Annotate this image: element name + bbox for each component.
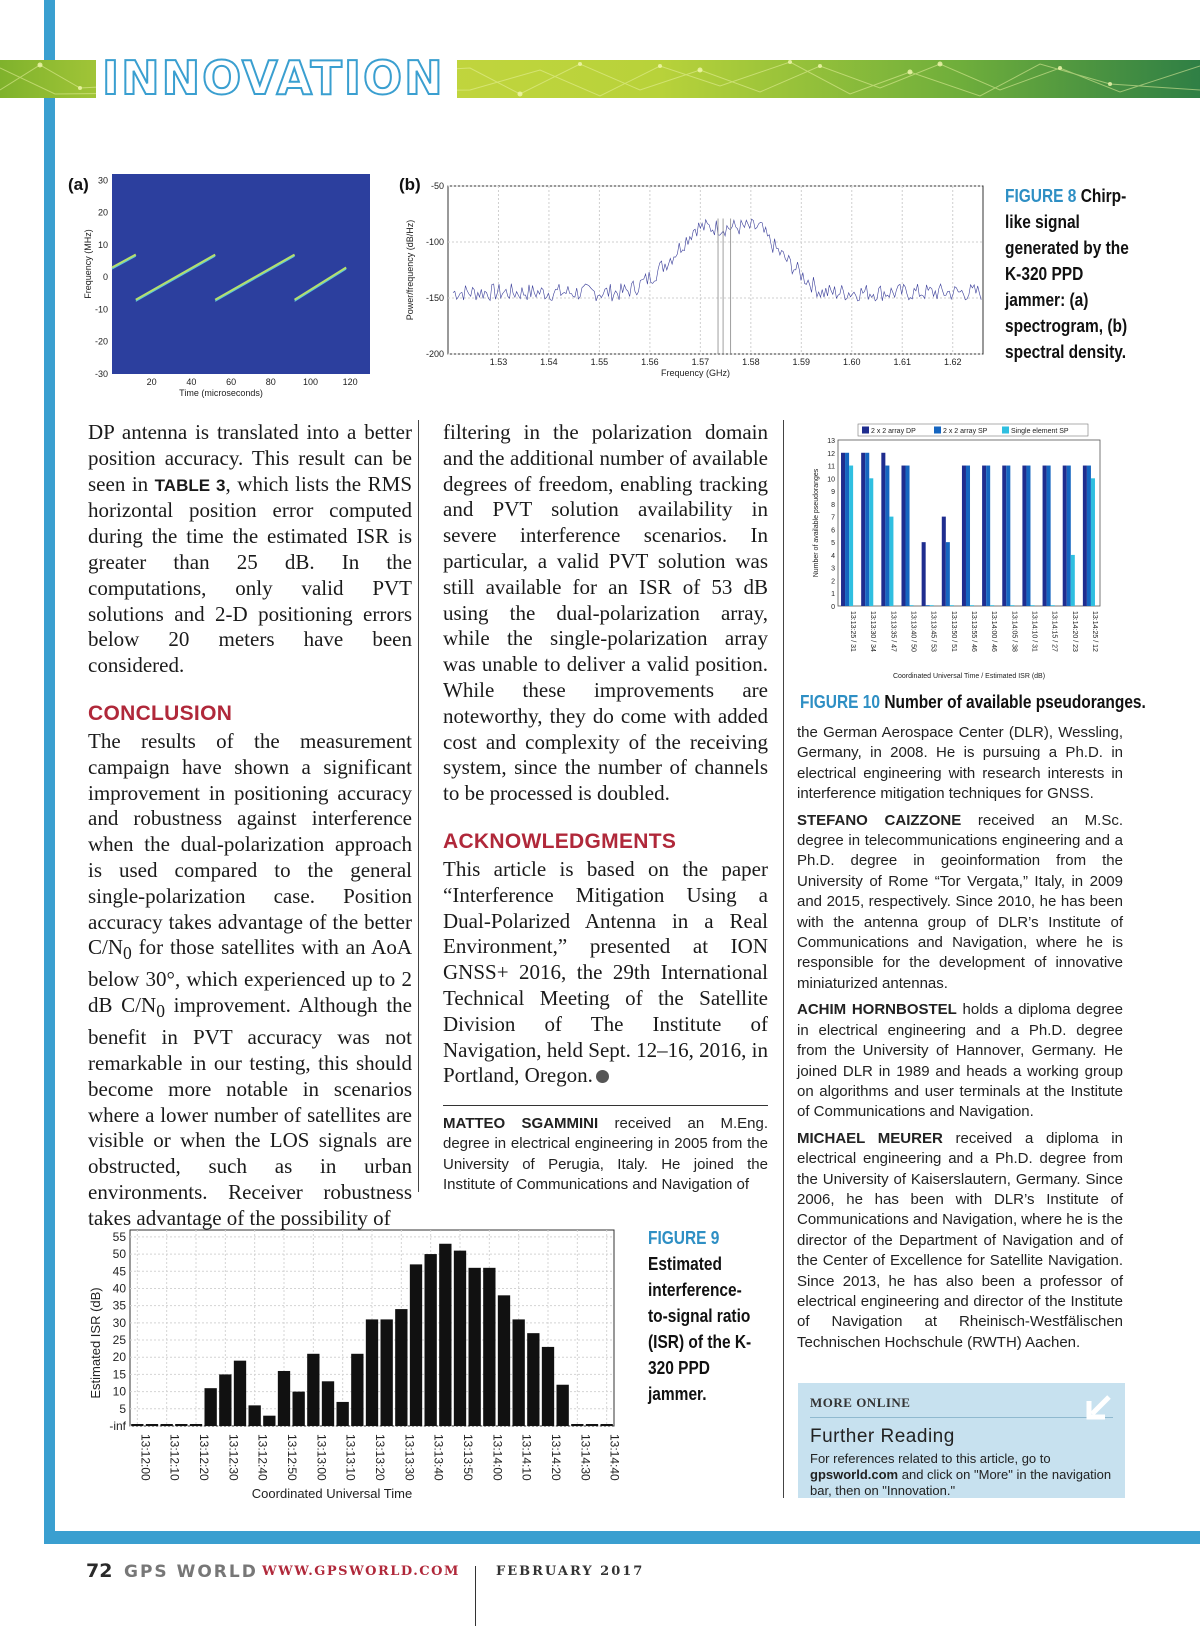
x-tick-label: 13:13:00 — [314, 1434, 329, 1481]
pseudorange-bar — [881, 453, 885, 606]
isr-bar — [454, 1251, 466, 1426]
x-tick-label: 13:14:15 / 27 — [1050, 611, 1058, 652]
paragraph-position-accuracy — [88, 420, 412, 679]
x-tick-label: 13:12:10 — [167, 1434, 182, 1481]
pseudorange-bar — [906, 466, 910, 606]
bio-text: holds a diploma degree in electrical engineering and a Ph.D. degree from the University of Hannover, Germany. He joined DLR in 1989 and heads a working group on algorithms and user terminals at the Institute of Communications and Navigation. — [797, 1001, 1124, 1121]
pseudorange-bar — [950, 605, 954, 606]
acknowledgments-heading: ACKNOWLEDGMENTS — [443, 829, 677, 853]
x-tick-label: 13:13:20 — [373, 1434, 387, 1481]
article-column-1 — [88, 420, 412, 1231]
fig9-caption — [648, 1225, 760, 1407]
isr-bar — [557, 1385, 569, 1426]
y-tick-label: 11 — [827, 463, 835, 471]
y-tick-label: 20 — [112, 1350, 126, 1365]
x-tick-label: 20 — [146, 377, 157, 387]
isr-bar — [307, 1354, 319, 1426]
x-tick-label: 1.60 — [843, 357, 861, 367]
isr-bar — [439, 1244, 451, 1426]
bio-text: received an M.Sc. degree in telecommunications engineering and a Ph.D. degree in geoinformation from the University of Rome “Tor Vergata,” Italy, in 2009 and 2015, respectively. Since 2010, he has been with the antenna group of DLR’s Institute of Communications and Navigation, where he is responsible for the development of innovative miniaturized antennas. — [797, 811, 1124, 992]
author-name: ACHIM HORNBOSTEL — [797, 1001, 957, 1019]
isr-bar — [483, 1268, 495, 1426]
pseudorange-bar — [1091, 478, 1095, 606]
pseudorange-bar — [845, 453, 849, 606]
bios-column — [797, 723, 1123, 1353]
gpsworld-link[interactable]: gpsworld.com — [810, 1467, 899, 1482]
bio-meurer — [797, 1129, 1123, 1353]
x-tick-label: 13:14:25 / 12 — [1090, 611, 1098, 652]
column-divider — [418, 420, 419, 1192]
fig8-caption-text: Chirp-like signal generated by the K-320 PPD jammer: (a) spectrogram, (b) spectral density. — [1005, 186, 1129, 362]
y-tick-label: 5 — [119, 1401, 126, 1416]
x-tick-label: 13:13:45 / 53 — [929, 611, 937, 652]
text: and click on "More" in the navigation bar, then on "Innovation." — [810, 1467, 1112, 1498]
author-name: MATTEO SGAMMINI — [443, 1115, 599, 1132]
y-tick-label: 6 — [831, 527, 835, 535]
y-tick-label: 45 — [112, 1264, 126, 1279]
y-tick-label: 10 — [827, 476, 835, 484]
x-tick-label: 13:12:00 — [138, 1434, 153, 1481]
paragraph-text: DP antenna is translated into a better position accuracy. This result can be seen in — [88, 420, 412, 496]
pseudorange-bar — [1030, 605, 1034, 606]
spectrogram-background — [112, 174, 370, 374]
isr-bar — [366, 1319, 378, 1426]
x-tick-label: 1.53 — [489, 357, 508, 367]
bio-hornbostel — [797, 1000, 1123, 1122]
y-tick-label: -20 — [94, 336, 108, 347]
x-tick-label: 13:14:20 — [549, 1434, 563, 1481]
x-axis-label: Coordinated Universal Time — [251, 1486, 413, 1501]
isr-bar — [249, 1405, 261, 1426]
pseudorange-bar — [926, 605, 930, 606]
x-axis-label: Frequency (GHz) — [660, 368, 731, 378]
left-accent-bar — [44, 0, 55, 1544]
y-tick-label: 3 — [831, 565, 835, 573]
issue-date: FEBRUARY 2017 — [496, 1564, 645, 1579]
y-tick-label: 15 — [112, 1367, 126, 1382]
isr-bar — [219, 1374, 231, 1426]
bio-sgammini-part1 — [443, 1114, 768, 1196]
isr-bar — [513, 1319, 525, 1426]
legend-label: 2 x 2 array DP — [871, 428, 916, 435]
pseudorange-bar — [849, 466, 853, 606]
pseudorange-bar — [885, 466, 889, 606]
x-tick-label: 1.57 — [691, 357, 710, 367]
bio-sgammini-part2: the German Aerospace Center (DLR), Wessling, Germany, in 2008. He is pursuing a Ph.D. in electrical engineering with research interests in interference mitigation techniques for GNSS. — [797, 724, 1123, 803]
isr-bar — [542, 1347, 554, 1426]
pseudorange-bar — [982, 466, 986, 606]
author-name: MICHAEL MEURER — [797, 1129, 943, 1147]
x-tick-label: 1.54 — [540, 357, 558, 367]
isr-bar — [395, 1309, 407, 1426]
y-tick-label: -200 — [425, 349, 444, 359]
y-tick-label: 13 — [827, 438, 835, 445]
pseudorange-bar — [970, 605, 974, 606]
pseudorange-bar — [966, 466, 970, 606]
x-tick-label: 13:14:30 — [578, 1434, 593, 1481]
pseudorange-bar — [865, 453, 869, 606]
pseudorange-bar — [910, 605, 914, 606]
isr-bar — [337, 1402, 349, 1426]
x-tick-label: 1.59 — [792, 357, 811, 367]
x-tick-label: 13:13:55 / 46 — [970, 611, 977, 652]
x-tick-label: 13:13:35 / 47 — [889, 611, 897, 652]
y-tick-label: -100 — [425, 237, 444, 247]
x-tick-label: 40 — [186, 377, 197, 387]
legend-swatch — [934, 427, 941, 434]
fig10-caption — [800, 689, 1146, 715]
pseudorange-bar — [1010, 605, 1014, 606]
y-tick-label: 12 — [827, 450, 835, 458]
y-tick-label: 50 — [112, 1247, 126, 1262]
bottom-accent-bar — [44, 1531, 1200, 1544]
x-tick-label: 13:12:30 — [226, 1434, 241, 1481]
x-tick-label: 13:13:40 — [431, 1434, 446, 1481]
isr-bar — [234, 1361, 246, 1426]
pseudorange-bar — [1006, 466, 1010, 606]
pseudorange-bar — [946, 542, 950, 606]
y-tick-label: 55 — [112, 1229, 126, 1244]
pseudorange-bar — [901, 466, 905, 606]
text: For references related to this article, go to — [810, 1451, 1051, 1466]
y-tick-label: 0 — [831, 604, 835, 611]
y-tick-label: 40 — [112, 1281, 126, 1296]
pseudorange-bar — [1067, 466, 1071, 606]
table-3-reference: TABLE 3 — [154, 475, 226, 495]
bio-caizzone — [797, 811, 1123, 995]
pseudorange-bar — [922, 542, 926, 606]
x-tick-label: 1.56 — [641, 357, 659, 367]
pseudorange-bar — [861, 453, 865, 606]
x-tick-label: 13:13:40 / 50 — [909, 611, 917, 652]
y-tick-label: 25 — [112, 1333, 126, 1348]
fig9-caption-number: FIGURE 9 — [648, 1228, 720, 1248]
plot-frame — [448, 186, 983, 354]
x-tick-label: 120 — [342, 377, 358, 387]
pseudorange-bar — [930, 605, 934, 606]
y-axis-label: Estimated ISR (dB) — [88, 1287, 103, 1399]
fig10-caption-text: Number of available pseudoranges. — [884, 692, 1146, 712]
fig9-isr-chart — [86, 1225, 626, 1505]
x-tick-label: 13:14:10 — [519, 1434, 534, 1481]
paragraph-text: , which lists the RMS horizontal position error computed during the time the estimated ISR is greater than 25 dB. In the computations, only valid PVT solutions and 2-D positioning errors below 20 meters have been considered. — [88, 471, 412, 678]
legend-swatch — [862, 427, 869, 434]
pseudorange-bar — [986, 466, 990, 606]
further-reading-text — [810, 1451, 1113, 1499]
article-column-2 — [443, 420, 768, 1089]
section-title: INNOVATION — [96, 54, 457, 102]
y-axis-label: Power/frequency (dB/Hz) — [405, 219, 415, 321]
paragraph-acknowledgments — [443, 857, 768, 1089]
pseudorange-bar — [841, 453, 845, 606]
fig8a-panel-label: (a) — [68, 175, 89, 194]
isr-bar — [410, 1264, 422, 1426]
y-tick-label: 1 — [831, 591, 835, 599]
fig8-caption-number: FIGURE 8 — [1005, 186, 1077, 206]
y-tick-label: 30 — [112, 1315, 126, 1330]
fig8-caption — [1005, 183, 1134, 365]
y-tick-label: -150 — [425, 293, 444, 303]
arrow-down-left-icon — [1083, 1393, 1113, 1423]
pseudorange-bar — [1087, 466, 1091, 606]
fig8b-psd-chart — [400, 178, 990, 390]
fig10-pseudoranges-chart — [808, 420, 1108, 682]
y-tick-label: 35 — [112, 1298, 126, 1313]
y-tick-label: -50 — [430, 181, 444, 191]
subscript: 0 — [156, 1001, 165, 1022]
x-tick-label: 13:13:50 / 51 — [949, 611, 957, 652]
x-tick-label: 13:13:30 / 34 — [869, 611, 877, 652]
x-tick-label: 13:14:05 / 38 — [1010, 611, 1018, 652]
y-tick-label: -10 — [94, 304, 108, 315]
legend-label: 2 x 2 array SP — [943, 428, 988, 435]
paragraph-text: improvement. Although the benefit in PVT accuracy was not remarkable in our testing, this should become more notable in scenarios where a lower number of satellites are visible or when the LOS signals are obstructed, such as in urban environments. Receiver robustness takes advantage of the possibility of — [88, 993, 412, 1230]
isr-bar — [278, 1371, 290, 1426]
isr-bar — [425, 1254, 437, 1426]
x-axis-label: Time (microseconds) — [179, 388, 263, 398]
x-tick-label: 13:13:10 — [343, 1434, 358, 1481]
y-tick-label: 0 — [102, 272, 108, 283]
paragraph-text: This article is based on the paper “Interference Mitigation Using a Dual-Polarized Antenna in a Real Environment,” presented at ION GNSS+ 2016, the 29th International Technical Meeting of the Satellite Division of The Institute of Navigation, held Sept. 12–16, 2016, in Portland, Oregon. — [443, 856, 768, 1088]
x-tick-label: 13:13:50 — [461, 1434, 475, 1481]
y-tick-label: -inf — [109, 1419, 126, 1433]
x-tick-label: 13:14:00 / 46 — [990, 611, 998, 652]
isr-bar — [205, 1388, 217, 1426]
legend-swatch — [1002, 427, 1009, 434]
x-axis-label: Coordinated Universal Time / Estimated ISR (dB) — [892, 673, 1046, 680]
x-tick-label: 1.55 — [590, 357, 609, 367]
fig9-caption-text: Estimated interference-to-signal ratio (ISR) of the K-320 PPD jammer. — [648, 1254, 752, 1404]
divider — [810, 1417, 1113, 1418]
x-tick-label: 1.58 — [742, 357, 760, 367]
pseudorange-bar — [1047, 466, 1051, 606]
x-tick-label: 13:14:10 / 31 — [1030, 611, 1038, 652]
paragraph-text: The results of the measurement campaign have shown a significant improvement in positioning accuracy and robustness against interference when the dual-polarization approach is used compared to the general single-polarization case. Position accuracy takes advantage of the better C/N — [88, 728, 412, 960]
x-tick-label: 13:12:40 — [255, 1434, 270, 1481]
x-tick-label: 13:12:20 — [197, 1434, 211, 1481]
pseudorange-bar — [1083, 466, 1087, 606]
y-tick-label: 10 — [97, 239, 108, 250]
publication-name: GPS WORLD — [124, 1562, 258, 1582]
pseudorange-bar — [942, 517, 946, 606]
end-of-article-icon — [596, 1070, 609, 1083]
pseudorange-bar — [869, 478, 873, 606]
y-tick-label: 9 — [831, 489, 835, 497]
isr-bar — [527, 1333, 539, 1426]
pseudorange-bar — [1043, 466, 1047, 606]
x-tick-label: 1.61 — [893, 357, 912, 367]
pseudorange-bar — [1063, 466, 1067, 606]
more-online-kicker: MORE ONLINE — [810, 1395, 911, 1410]
bio-text: received a diploma in electrical engineering and a Ph.D. degree from the University of Kaiserslautern, Germany. Since 2006, he has been with DLR’s Institute of Communications and Navigation, where he is the director of the Department of Navigation and of the Center of Excellence for Satellite Navigation. Since 2013, he has also been a professor of electrical engineering and director of the Institute of Navigation at Rheinisch-Westfälischen Technischen Hochschule (RWTH) Aachen. — [797, 1129, 1124, 1351]
footer-divider — [475, 1566, 476, 1626]
isr-bar — [263, 1416, 275, 1426]
x-tick-label: 13:14:00 — [490, 1434, 505, 1481]
pseudorange-bar — [1071, 555, 1075, 606]
x-tick-label: 100 — [302, 377, 318, 387]
isr-bar — [498, 1295, 510, 1426]
isr-bar — [469, 1268, 481, 1426]
x-tick-label: 13:13:25 / 31 — [849, 611, 857, 652]
x-tick-label: 1.62 — [943, 357, 962, 367]
y-tick-label: 20 — [97, 207, 108, 218]
x-tick-label: 80 — [265, 377, 276, 387]
isr-bar — [381, 1319, 393, 1426]
bio-text: received an M.Eng. degree in electrical engineering in 2005 from the University of Perugia, Italy. He joined the Institute of Communications and Navigation of — [443, 1115, 769, 1194]
fig8a-spectrogram-chart — [78, 170, 383, 410]
y-tick-label: 30 — [97, 175, 108, 186]
website-link[interactable]: WWW.GPSWORLD.COM — [262, 1564, 460, 1579]
more-online-box[interactable] — [798, 1383, 1125, 1498]
bio-divider — [443, 1105, 768, 1106]
pseudorange-bar — [889, 517, 893, 606]
further-reading-title: Further Reading — [810, 1426, 955, 1447]
x-tick-label: 13:12:50 — [285, 1434, 299, 1481]
y-axis-label: Number of available pseudoranges — [813, 468, 820, 578]
conclusion-heading: CONCLUSION — [88, 701, 233, 725]
paragraph-polarization: filtering in the polarization domain and the additional number of available degrees of freedom, enabling tracking and PVT solution availability in severe interference scenarios. In particular, a valid PVT solution was still available for an ISR of 53 dB using the dual-polarization array, while the single-polarization array was unable to deliver a valid position. While these improvements are noteworthy, they do come with added cost and complexity of the receiving system, since the number of channels to be processed is doubled. — [443, 420, 768, 806]
pseudorange-bar — [1026, 466, 1030, 606]
pseudorange-bar — [962, 466, 966, 606]
pseudorange-bar — [1022, 466, 1026, 606]
legend-label: Single element SP — [1011, 428, 1069, 435]
y-tick-label: 5 — [831, 540, 835, 548]
y-tick-label: 2 — [831, 578, 835, 586]
author-name: STEFANO CAIZZONE — [797, 811, 962, 829]
y-tick-label: -30 — [94, 369, 108, 379]
paragraph-conclusion — [88, 729, 412, 1232]
y-tick-label: 8 — [831, 501, 835, 509]
y-tick-label: 4 — [831, 552, 835, 560]
column-divider-right — [783, 420, 784, 1498]
x-tick-label: 13:14:20 / 23 — [1070, 611, 1078, 652]
fig10-caption-number: FIGURE 10 — [800, 692, 881, 712]
isr-bar — [351, 1354, 363, 1426]
x-tick-label: 13:14:40 — [607, 1434, 622, 1481]
pseudorange-bar — [990, 605, 994, 606]
page-number: 72 — [86, 1560, 113, 1582]
y-axis-label: Frequency (MHz) — [83, 229, 93, 299]
x-tick-label: 13:13:30 — [402, 1434, 417, 1481]
pseudorange-bar — [1002, 466, 1006, 606]
isr-bar — [322, 1381, 334, 1426]
subscript: 0 — [123, 943, 132, 964]
isr-bar — [293, 1392, 305, 1426]
x-tick-label: 60 — [226, 377, 237, 387]
paragraph-text: for those satellites with an AoA below 30°, which experienced up to 2 dB C/N — [88, 935, 412, 1018]
fig8b-panel-label: (b) — [399, 175, 421, 194]
y-tick-label: 7 — [831, 514, 835, 522]
y-tick-label: 10 — [112, 1384, 126, 1399]
pseudorange-bar — [1051, 605, 1055, 606]
